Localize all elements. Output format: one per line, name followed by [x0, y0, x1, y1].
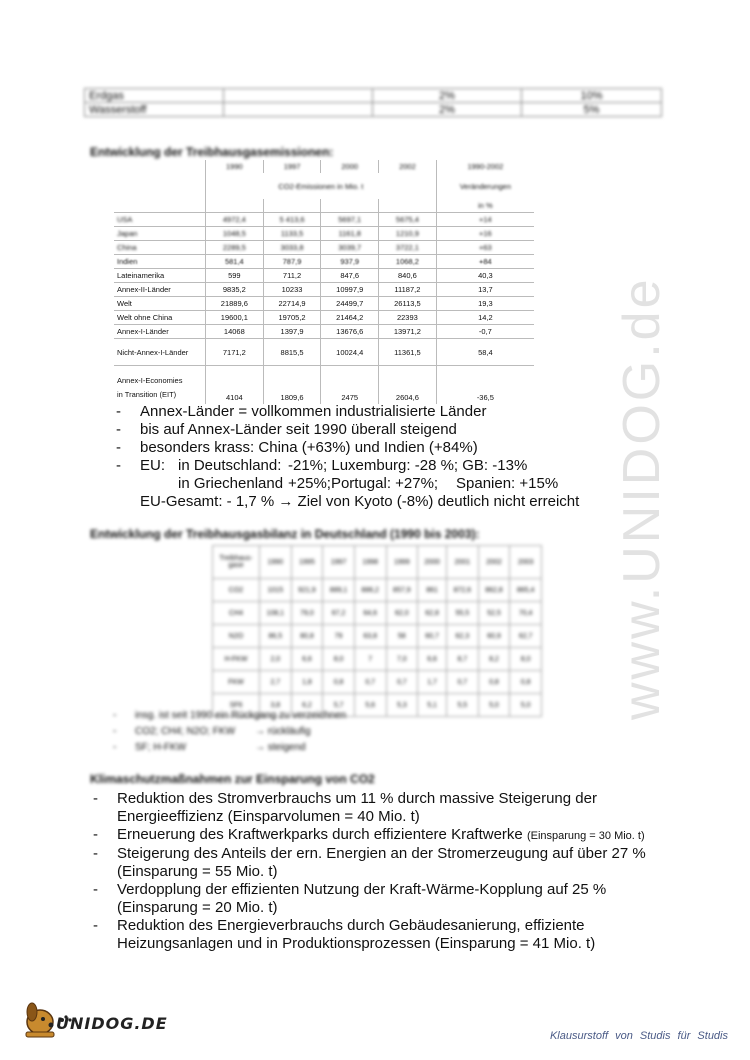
table-cell — [224, 89, 373, 103]
table-cell: 6,2 — [291, 694, 323, 717]
table-cell: 60,7 — [418, 625, 447, 648]
table-row — [213, 602, 542, 625]
measures-list — [93, 790, 683, 953]
table-cell: 1,8 — [291, 671, 323, 694]
header-cell: 2000 — [321, 160, 379, 173]
table-cell: Wasserstoff — [85, 103, 224, 117]
table-cell: 0,8 — [323, 671, 355, 694]
table-cell: FKW — [213, 671, 260, 694]
table-cell: 55,5 — [447, 602, 479, 625]
table-cell: 1015 — [260, 579, 292, 602]
table-cell: SF6 — [213, 694, 260, 717]
table-row: China 2289,5 3033,8 3039,7 3722,1 +63 — [114, 241, 534, 255]
table-cell: 0,8 — [510, 671, 542, 694]
header-cell: 1990 — [206, 160, 264, 173]
table-cell: 7,0 — [386, 648, 418, 671]
table-cell: CO2 — [213, 579, 260, 602]
table-cell: 62,3 — [447, 625, 479, 648]
list-item: - Annex-Länder = vollkommen industrialisierte Länder — [116, 403, 579, 421]
table-row — [213, 625, 542, 648]
table-cell: 865,4 — [510, 579, 542, 602]
balance-notes — [113, 708, 346, 756]
table-cell: 64,6 — [354, 602, 386, 625]
table-cell: 67,2 — [323, 602, 355, 625]
list-item: - Reduktion des Stromverbrauchs um 11 % durch massive Steigerung der Energieeffizienz (Einsparvolumen = 40 Mio. t) — [93, 790, 683, 826]
list-item: - Erneuerung des Kraftwerkparks durch effizientere Kraftwerke (Einsparung = 30 Mio. t) — [93, 826, 683, 845]
header-cell: 1997 — [263, 160, 321, 173]
list-item: - Steigerung des Anteils der ern. Energien an der Stromerzeugung auf über 27 % (Einsparung = 55 Mio. t) — [93, 845, 683, 881]
list-item: - insg. ist seit 1990 ein Rückgang zu verzeichnen — [113, 708, 346, 724]
table-cell: 0,7 — [354, 671, 386, 694]
table-row: USA 4972,4 5 413,6 5697,1 5675,4 +14 — [114, 213, 534, 227]
table-row — [213, 671, 542, 694]
change-label: Veränderungen — [436, 173, 534, 199]
table-cell: 5,7 — [323, 694, 355, 717]
list-item: - Verdopplung der effizienten Nutzung der Kraft-Wärme-Kopplung auf 25 % (Einsparung = 20 Mio. t) — [93, 881, 683, 917]
table-cell: 62,7 — [510, 625, 542, 648]
table-cell: H-FKW — [213, 648, 260, 671]
table-cell: N2O — [213, 625, 260, 648]
table-cell: 5,5 — [447, 694, 479, 717]
table-cell: 86,5 — [260, 625, 292, 648]
table-header-row — [114, 160, 534, 173]
table-row — [85, 89, 662, 103]
table-cell: 80,8 — [291, 625, 323, 648]
table-cell: 3,8 — [260, 694, 292, 717]
table-cell: 0,7 — [447, 671, 479, 694]
list-item: - besonders krass: China (+63%) und Indien (+84%) — [116, 439, 579, 457]
list-item: - bis auf Annex-Länder seit 1990 überall steigend — [116, 421, 579, 439]
table-cell: 2,7 — [260, 671, 292, 694]
table-cell: 872,6 — [447, 579, 479, 602]
table-cell: 1,7 — [418, 671, 447, 694]
list-item: - Reduktion des Energieverbrauchs durch Gebäudesanierung, effiziente Heizungsanlagen und in Produktionsprozessen (Einsparung = 41 Mio. t) — [93, 917, 683, 953]
table-cell: Erdgas — [85, 89, 224, 103]
table-row: Annex-II-Länder 9835,2 10233 10997,9 11187,2 13,7 — [114, 283, 534, 297]
table-row: Indien 581,4 787,9 937,9 1068,2 +84 — [114, 255, 534, 269]
table-cell: 886,2 — [354, 579, 386, 602]
list-item-eu: - EU: in Deutschland: -21%; Luxemburg: -28 %; GB: -13% in Griechenland +25%;Portugal: +27%; Spanien: +15% EU-Gesamt: - 1,7 % → Ziel von Kyoto (-8%) deutlich nicht erreicht — [116, 457, 579, 511]
table-cell: 921,9 — [291, 579, 323, 602]
logo-text: UNIDOG.DE — [56, 1014, 168, 1033]
table-cell: 5,3 — [386, 694, 418, 717]
table-row: Nicht-Annex-I-Länder 7171,2 8815,5 10024,4 11361,5 58,4 — [114, 339, 534, 366]
table-cell: 5,1 — [418, 694, 447, 717]
section-heading-measures: Klimaschutzmaßnahmen zur Einsparung von CO2 — [90, 772, 375, 786]
table-cell: 862,8 — [478, 579, 510, 602]
table-cell: 63,8 — [354, 625, 386, 648]
table-cell: 62,8 — [418, 602, 447, 625]
dog-icon — [26, 1003, 54, 1037]
table-cell: 6,6 — [418, 648, 447, 671]
table-row — [213, 579, 542, 602]
table-header-row — [114, 199, 534, 213]
table-cell: 8,7 — [447, 648, 479, 671]
header-cell: 2002 — [379, 160, 437, 173]
table-row — [213, 648, 542, 671]
footer-tagline: Klausurstoff von Studis für Studis — [549, 1030, 728, 1042]
emissions-table — [114, 160, 534, 404]
table-row: Lateinamerika 599 711,2 847,6 840,6 40,3 — [114, 269, 534, 283]
table-row: Annex-I-Economies in Transition (EIT) 4104 1809,6 2475 2604,6 -36,5 — [114, 366, 534, 405]
watermark: www.UNIDOG.de — [613, 276, 671, 720]
table-cell: 60,9 — [478, 625, 510, 648]
list-item: - CO2; CH4; N2O; FKW → rückläufig — [113, 724, 346, 740]
change-unit: in % — [436, 199, 534, 213]
table-cell: 6,6 — [291, 648, 323, 671]
table-row — [85, 103, 662, 117]
table-cell: 2,0 — [260, 648, 292, 671]
table-row: Welt 21889,6 22714,9 24499,7 26113,5 19,3 — [114, 297, 534, 311]
table-cell: 79 — [323, 625, 355, 648]
header-cell: 1990-2002 — [436, 160, 534, 173]
table-cell — [224, 103, 373, 117]
section-heading-emissions: Entwicklung der Treibhausgasemissionen: — [90, 145, 334, 159]
table-cell: 0,7 — [386, 671, 418, 694]
table-cell: 5,6 — [354, 694, 386, 717]
table-cell: 5,0 — [478, 694, 510, 717]
table-cell: 0,8 — [478, 671, 510, 694]
top-energy-table — [84, 88, 662, 117]
table-cell: 2% — [373, 103, 522, 117]
table-cell: 52,5 — [478, 602, 510, 625]
table-cell: 857,9 — [386, 579, 418, 602]
table-row: Japan 1048,5 1133,5 1161,8 1210,9 +16 — [114, 227, 534, 241]
table-header-row — [114, 173, 534, 199]
list-item: - SF; H-FKW → steigend — [113, 740, 346, 756]
table-cell: 62,0 — [386, 602, 418, 625]
table-cell: 861 — [418, 579, 447, 602]
table-cell: 8,0 — [510, 648, 542, 671]
table-cell: 7 — [354, 648, 386, 671]
table-cell: CH4 — [213, 602, 260, 625]
table-cell: 889,1 — [323, 579, 355, 602]
section-heading-balance: Entwicklung der Treibhausgasbilanz in Deutschland (1990 bis 2003): — [90, 527, 480, 541]
table-cell: 5% — [522, 103, 662, 117]
table-cell: 2% — [373, 89, 522, 103]
table-cell: 8,0 — [323, 648, 355, 671]
table-cell: 58 — [386, 625, 418, 648]
table-cell: 79,0 — [291, 602, 323, 625]
table-cell: 8,2 — [478, 648, 510, 671]
germany-balance-table — [212, 545, 542, 717]
table-cell: 10% — [522, 89, 662, 103]
table-cell: 5,0 — [510, 694, 542, 717]
table-row: Annex-I-Länder 14068 1397,9 13676,6 13971,2 -0,7 — [114, 325, 534, 339]
emissions-notes — [116, 403, 579, 511]
table-header-row: Treibhaus-gase 1990 1995 1997 1998 1999 2000 2001 2002 2003 — [213, 546, 542, 579]
table-row: Welt ohne China 19600,1 19705,2 21464,2 22393 14,2 — [114, 311, 534, 325]
table-cell: 70,4 — [510, 602, 542, 625]
unit-label: CO2-Emissionen in Mio. t — [206, 173, 437, 199]
table-cell: 108,1 — [260, 602, 292, 625]
